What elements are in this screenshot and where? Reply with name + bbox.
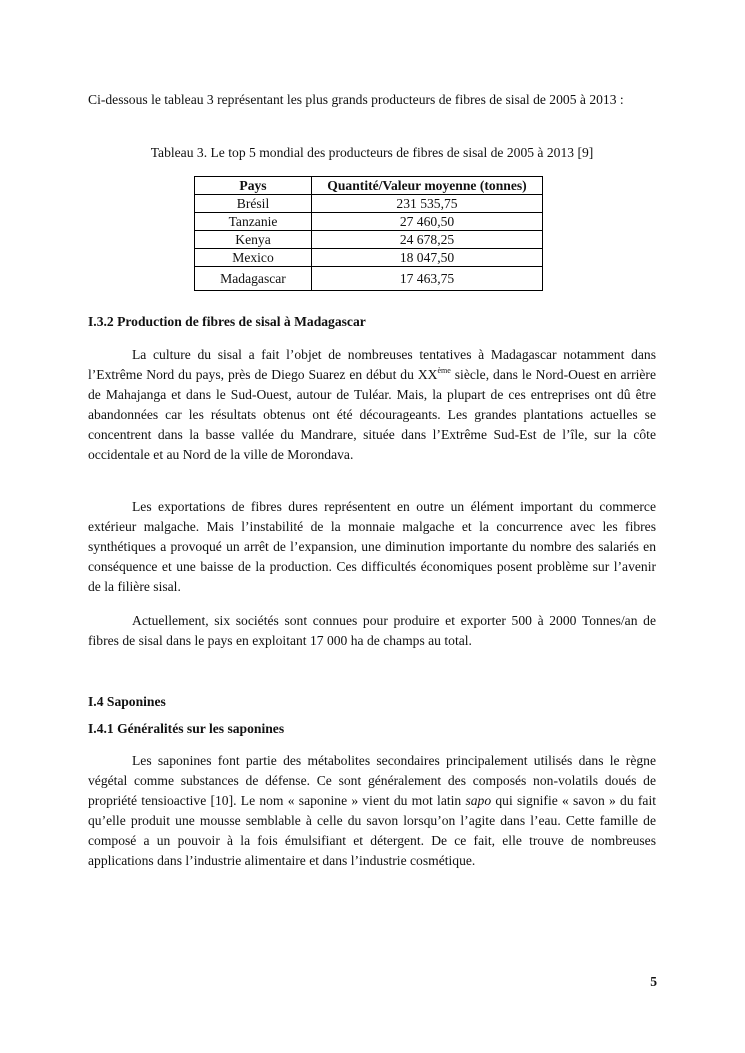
superscript-eme: ème: [437, 366, 451, 375]
latin-word-sapo: sapo: [465, 793, 492, 808]
cell-country: Tanzanie: [195, 213, 312, 231]
paragraph-sisal-history: [88, 345, 656, 465]
cell-quantity: 231 535,75: [312, 195, 543, 213]
paragraph-text: qui signifie « savon » du fait qu’elle produit une mousse semblable à celle du savon lorsqu’on l’agite dans l’eau. Cette famille de composé a un pouvoir à la fois émulsifiant et détergent. De ce fait, elle trouve de nombreuses applications dans l’industrie alimentaire et dans l’industrie cosmétique.: [88, 793, 656, 868]
cell-quantity: 27 460,50: [312, 213, 543, 231]
paragraph-companies: Actuellement, six sociétés sont connues pour produire et exporter 500 à 2000 Tonnes/an de fibres de sisal dans le pays en exploitant 17 000 ha de champs au total.: [88, 613, 656, 648]
table-row: [195, 195, 543, 213]
table-row: [195, 231, 543, 249]
table-row: [195, 213, 543, 231]
heading-sisal-production: I.3.2 Production de fibres de sisal à Madagascar: [88, 314, 366, 329]
paragraph-exports: Les exportations de fibres dures représentent en outre un élément important du commerce extérieur malgache. Mais l’instabilité de la monnaie malgache et la concurrence avec les fibres synthétiques a provoqué un arrêt de l’expansion, une diminution importante du nombre des salariés en conséquence et une baisse de la production. Ces difficultés économiques posent problème sur l’avenir de la filière sisal.: [88, 499, 656, 594]
paragraph-text: Les saponines font partie des métabolites secondaires principalement utilisés dans le règne végétal comme substances de défense. Ce sont généralement des composés non-volatils doués de propriété tensioactive [10]. Le nom « saponine » vient du mot latin: [88, 753, 656, 808]
table-caption: Tableau 3. Le top 5 mondial des producteurs de fibres de sisal de 2005 à 2013 [9]: [150, 145, 594, 160]
heading-saponines: I.4 Saponines: [88, 694, 166, 709]
cell-quantity: 18 047,50: [312, 249, 543, 267]
paragraph-saponines: [88, 751, 656, 871]
paragraph-text: La culture du sisal a fait l’objet de nombreuses tentatives à Madagascar notamment dans l’Extrême Nord du pays, près de Diego Suarez en début du XX: [88, 347, 656, 382]
cell-country: Kenya: [195, 231, 312, 249]
page-number: 5: [650, 974, 657, 989]
table-row: [195, 267, 543, 291]
header-quantity: Quantité/Valeur moyenne (tonnes): [312, 177, 543, 195]
cell-country: Madagascar: [195, 267, 312, 291]
table-row: [195, 249, 543, 267]
heading-saponines-general: I.4.1 Généralités sur les saponines: [88, 721, 285, 736]
table-header-row: [195, 177, 543, 195]
cell-country: Mexico: [195, 249, 312, 267]
producers-table: [194, 176, 543, 291]
cell-quantity: 24 678,25: [312, 231, 543, 249]
cell-quantity: 17 463,75: [312, 267, 543, 291]
cell-country: Brésil: [195, 195, 312, 213]
header-country: Pays: [195, 177, 312, 195]
paragraph-text: siècle, dans le Nord-Ouest en arrière de Mahajanga et dans le Sud-Ouest, autour de Tuléar. Mais, la plupart de ces entreprises ont dû être abandonnées car les résultats obtenus ont été décourageants. Les grandes plantations actuelles se concentrent dans la basse vallée du Mandrare, située dans l’Extrême Sud-Est de l’île, sur la côte occidentale et au Nord de la ville de Morondava.: [88, 367, 656, 462]
intro-paragraph: Ci-dessous le tableau 3 représentant les plus grands producteurs de fibres de sisal de 2005 à 2013 :: [88, 92, 624, 107]
